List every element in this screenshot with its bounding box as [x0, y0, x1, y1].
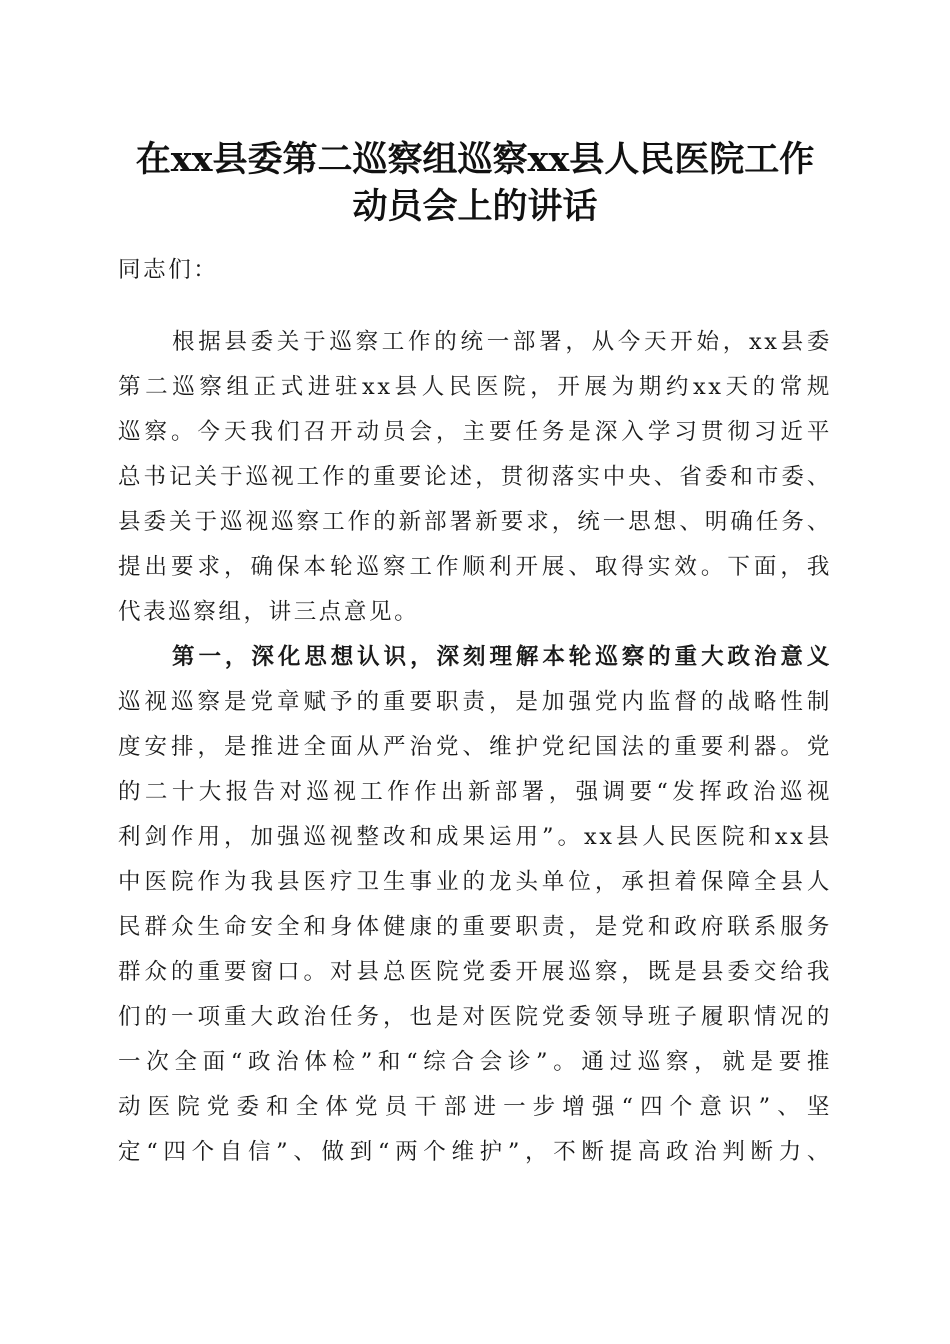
paragraph-line: 动医院党委和全体党员干部进一步增强“四个意识”、坚 — [118, 1094, 832, 1120]
paragraph-line: 第二巡察组正式进驻xx县人民医院，开展为期约xx天的常规 — [118, 374, 832, 400]
paragraph-line: 定“四个自信”、做到“两个维护”，不断提高政治判断力、 — [118, 1139, 832, 1165]
paragraph-line: 群众的重要窗口。对县总医院党委开展巡察，既是县委交给我 — [118, 959, 832, 985]
paragraph-line: 根据县委关于巡察工作的统一部署，从今天开始，xx县委 — [172, 329, 832, 355]
paragraph-line: 巡察。今天我们召开动员会，主要任务是深入学习贯彻习近平 — [118, 419, 832, 445]
section-heading-1: 第一，深化思想认识，深刻理解本轮巡察的重大政治意义 — [172, 644, 832, 670]
paragraph-line: 一次全面“政治体检”和“综合会诊”。通过巡察，就是要推 — [118, 1049, 832, 1075]
paragraph-line: 提出要求，确保本轮巡察工作顺利开展、取得实效。下面，我 — [118, 554, 832, 580]
paragraph-line: 总书记关于巡视工作的重要论述，贯彻落实中央、省委和市委、 — [118, 464, 832, 490]
paragraph-line: 的二十大报告对巡视工作作出新部署，强调要“发挥政治巡视 — [118, 779, 832, 805]
paragraph-line: 中医院作为我县医疗卫生事业的龙头单位，承担着保障全县人 — [118, 869, 832, 895]
paragraph-line: 度安排，是推进全面从严治党、维护党纪国法的重要利器。党 — [118, 734, 832, 760]
paragraph-line: 利剑作用，加强巡视整改和成果运用”。xx县人民医院和xx县 — [118, 824, 832, 850]
salutation: 同志们： — [118, 257, 219, 283]
paragraph-line: 巡视巡察是党章赋予的重要职责，是加强党内监督的战略性制 — [118, 689, 832, 715]
title-line-1: 在xx县委第二巡察组巡察xx县人民医院工作 — [135, 139, 815, 180]
paragraph-line: 们的一项重大政治任务，也是对医院党委领导班子履职情况的 — [118, 1004, 832, 1030]
paragraph-line: 民群众生命安全和身体健康的重要职责，是党和政府联系服务 — [118, 914, 832, 940]
paragraph-line: 代表巡察组，讲三点意见。 — [118, 599, 420, 625]
title-line-2: 动员会上的讲话 — [352, 186, 598, 227]
paragraph-line: 县委关于巡视巡察工作的新部署新要求，统一思想、明确任务、 — [118, 509, 832, 535]
